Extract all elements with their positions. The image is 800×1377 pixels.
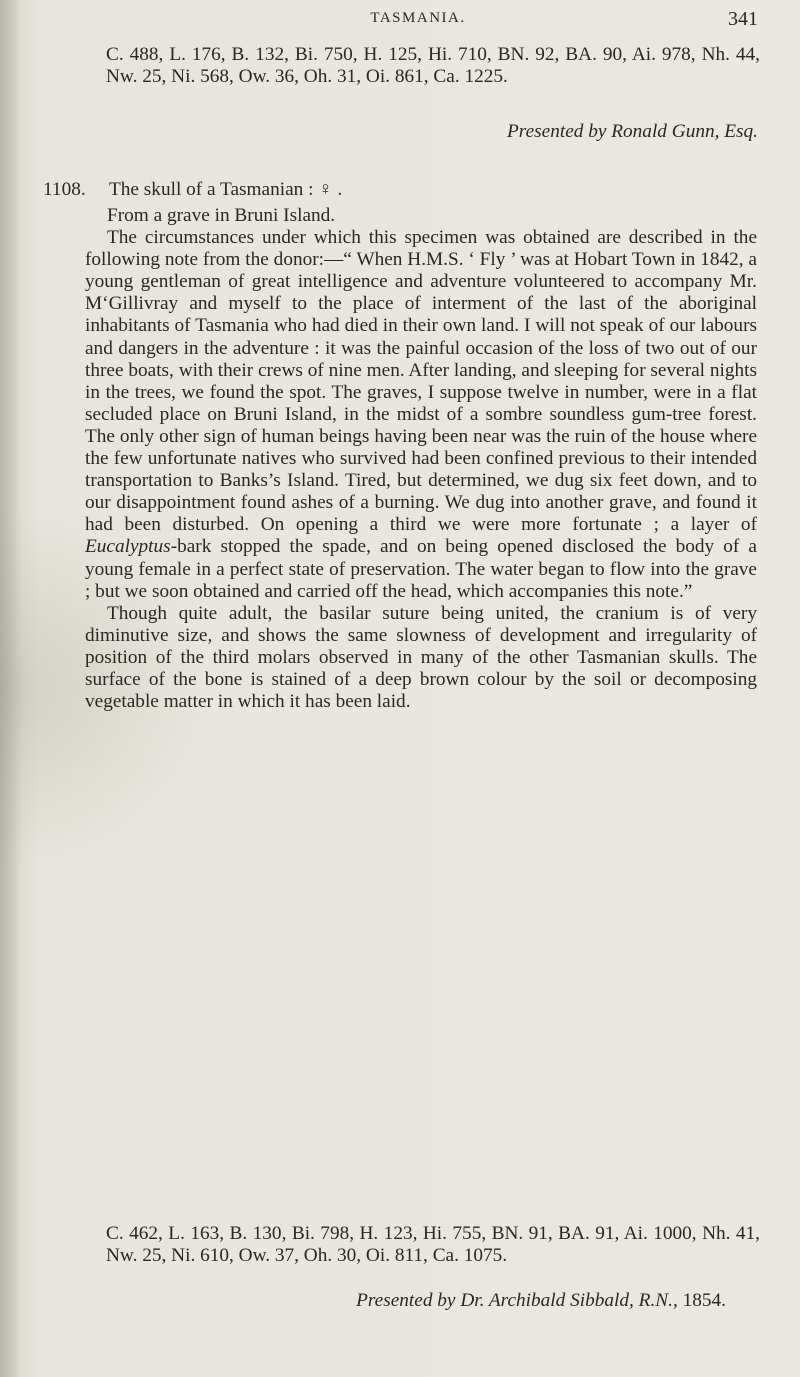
measurement-codes-1107: C. 488, L. 176, B. 132, Bi. 750, H. 125, Hi. 710, BN. 92, BA. 90, Ai. 978, Nh. 44, Nw. 25, Ni. 568, Ow. 36, Oh. 31, Oi. 861, Ca. 1225.: [106, 44, 760, 88]
running-title: TASMANIA.: [370, 10, 466, 26]
donor-note-text: The circumstances under which this specimen was obtained are described in the following note from the donor:—“ When H.M.S. ‘ Fly ’ was at Hobart Town in 1842, a young gentleman of great intelligence and adventure volunteered to accompany Mr. M‘Gillivray and myself to the place of interment of the last of the aboriginal inhabitants of Tasmania who had died in their own land. I will not speak of our labours and dangers in the adventure : it was the painful occasion of the loss of two out of our three boats, with their crews of nine men. After landing, and sleeping for several nights in the trees, we found the spot. The graves, I suppose twelve in number, were in a flat secluded place on Bruni Island, in the midst of a sombre soundless gum-tree forest. The only other sign of human beings having been near was the ruin of the house where the few unfortunate natives who survived had been confined previous to their intended transportation to Banks’s Island. Tired, but determined, we dug six feet down, and to our disappointment found ashes of a burning. We dug into another grave, and found it had been disturbed. On opening a third we were more fortunate ; a layer of: [85, 227, 757, 536]
presented-year: 1854.: [682, 1290, 726, 1311]
donor-note-paragraph: [85, 227, 757, 603]
measurement-codes-1108: C. 462, L. 163, B. 130, Bi. 798, H. 123, Hi. 755, BN. 91, BA. 91, Ai. 1000, Nh. 41, Nw. 25, Ni. 610, Ow. 37, Oh. 30, Oi. 811, Ca. 1075.: [106, 1223, 760, 1267]
origin-line: From a grave in Bruni Island.: [107, 205, 336, 226]
description-paragraph: Though quite adult, the basilar suture being united, the cranium is of very diminutive size, and shows the same slowness of development and irregularity of position of the third molars observed in many of the other Tasmanian skulls. The surface of the bone is stained of a deep brown colour by the soil or decomposing vegetable matter in which it has been laid.: [85, 602, 757, 713]
presented-by-1107: Presented by Ronald Gunn, Esq.: [507, 121, 758, 142]
entry-number: 1108.: [43, 179, 86, 200]
binding-shadow: [0, 0, 22, 1377]
entry-body-1108: [85, 205, 757, 713]
running-head: [0, 8, 800, 38]
page-number: 341: [728, 8, 758, 30]
eucalyptus-term: Eucalyptus: [85, 536, 171, 558]
presenter-name: Presented by Dr. Archibald Sibbald, R.N.,: [356, 1290, 678, 1311]
entry-heading-1108: [43, 179, 753, 201]
donor-note-text-end: -bark stopped the spade, and on being opened disclosed the body of a young female in a perfect state of preservation. The water began to flow into the grave ; but we soon obtained and carried off the head, which accompanies this note.”: [85, 536, 757, 602]
entry-title: The skull of a Tasmanian : ♀ .: [109, 179, 343, 200]
presented-by-1108: [106, 1290, 726, 1312]
